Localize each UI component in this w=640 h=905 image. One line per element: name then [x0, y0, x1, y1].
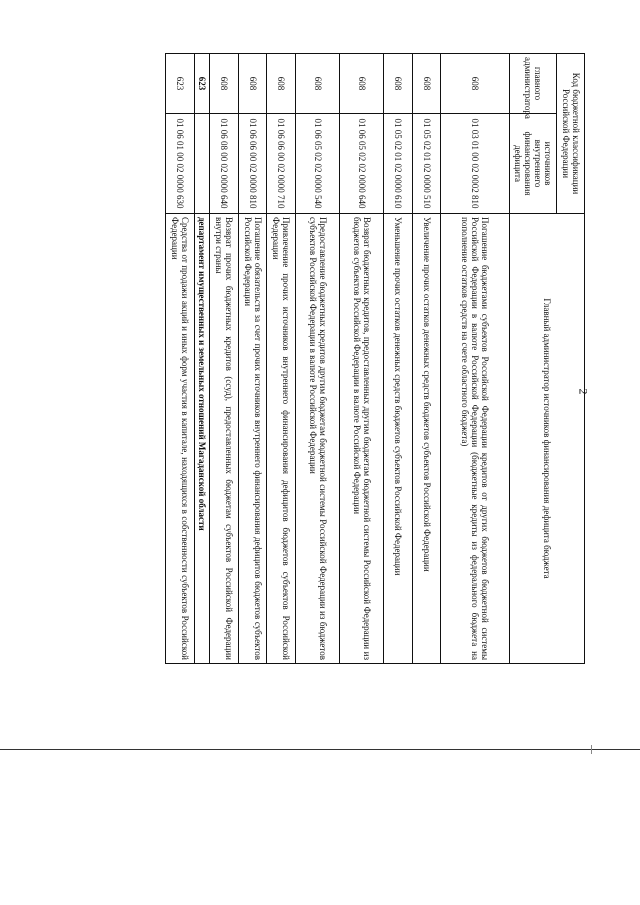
source-code-cell: 01 05 02 01 02 0000 510 — [412, 114, 441, 214]
source-name-cell: Уменьшение прочих остатков денежных средств бюджетов субъектов Российской Федерации — [384, 214, 413, 664]
source-code-cell: 01 06 08 00 02 0000 640 — [210, 114, 239, 214]
source-code-cell: 01 05 02 01 02 0000 610 — [384, 114, 413, 214]
table-row — [166, 54, 195, 664]
source-code-cell: 01 06 06 00 02 0000 710 — [267, 114, 296, 214]
admin-code-cell: 608 — [340, 54, 384, 114]
source-code-cell: 01 06 05 02 02 0000 640 — [340, 114, 384, 214]
header-administrator-name: Главный администратор источников финансирования дефицита бюджета — [509, 214, 584, 664]
source-name-cell: Возврат прочих бюджетных кредитов (ссуд), предоставленных бюджетам субъектов Российской Федерации внутри страны — [210, 214, 239, 664]
source-name-cell: Привлечение прочих источников внутреннего финансирования дефицитов бюджетов субъектов Российской Федерации — [267, 214, 296, 664]
table-row — [441, 54, 509, 664]
table-header-row — [557, 54, 585, 664]
admin-code-cell: 608 — [441, 54, 509, 114]
horizontal-rule — [0, 749, 640, 750]
source-name-cell: Погашение бюджетами субъектов Российской Федерации кредитов от других бюджетов бюджетной системы Российской Федерации в валюте Российской Федерации (бюджетные кредиты из федерального бюджета на пополнение остатков средств на счете областного бюджета) — [441, 214, 509, 664]
source-code-cell: 01 06 05 02 02 0000 540 — [296, 114, 340, 214]
table-row — [238, 54, 267, 664]
admin-code-cell: 608 — [210, 54, 239, 114]
header-classification-code: Код бюджетной классификации Российской Федерации — [557, 54, 585, 214]
source-name-cell: Возврат бюджетных кредитов, предоставленных другим бюджетам бюджетной системы Российской Федерации из бюджетов субъектов Российской Федерации в валюте Российской Федерации — [340, 214, 384, 664]
table-row — [384, 54, 413, 664]
header-main-administrator: главного администратора — [509, 54, 557, 114]
table-row — [296, 54, 340, 664]
margin-mark — [591, 745, 592, 754]
page-number: 2 — [576, 388, 591, 395]
source-name-cell: Погашение обязательств за счет прочих источников внутреннего финансирования дефицитов бюджетов субъектов Российской Федерации — [238, 214, 267, 664]
admin-code-cell: 608 — [412, 54, 441, 114]
source-name-cell: Средства от продажи акций и иных форм участия в капитале, находящихся в собственности субъектов Российской Федерации — [166, 214, 195, 664]
source-code-cell: 01 06 01 00 02 0000 630 — [166, 114, 195, 214]
source-code-cell: 01 06 06 00 02 0000 810 — [238, 114, 267, 214]
admin-code-cell: 608 — [238, 54, 267, 114]
admin-code-cell: 608 — [296, 54, 340, 114]
admin-code-cell: 623 — [166, 54, 195, 114]
section-row — [194, 54, 209, 664]
admin-code-cell: 608 — [384, 54, 413, 114]
source-name-cell: Увеличение прочих остатков денежных средств бюджетов субъектов Российской Федерации — [412, 214, 441, 664]
section-admin-code: 623 — [194, 54, 209, 114]
source-code-cell: 01 03 01 00 02 0002 810 — [441, 114, 509, 214]
source-name-cell: Предоставление бюджетных кредитов другим бюджетам бюджетной системы Российской Федерации из бюджетов субъектов Российской Федерации в валюте Российской Федерации — [296, 214, 340, 664]
table-row — [412, 54, 441, 664]
section-empty-cell — [194, 114, 209, 214]
budget-classification-table — [165, 53, 585, 664]
table-row — [267, 54, 296, 664]
admin-code-cell: 608 — [267, 54, 296, 114]
table-row — [340, 54, 384, 664]
header-source-code: источников внутреннего финансирования дефицита — [509, 114, 557, 214]
section-title: департамент имущественных и земельных отношений Магаданской области — [194, 214, 209, 664]
table-row — [210, 54, 239, 664]
budget-table-rotated — [165, 53, 585, 663]
